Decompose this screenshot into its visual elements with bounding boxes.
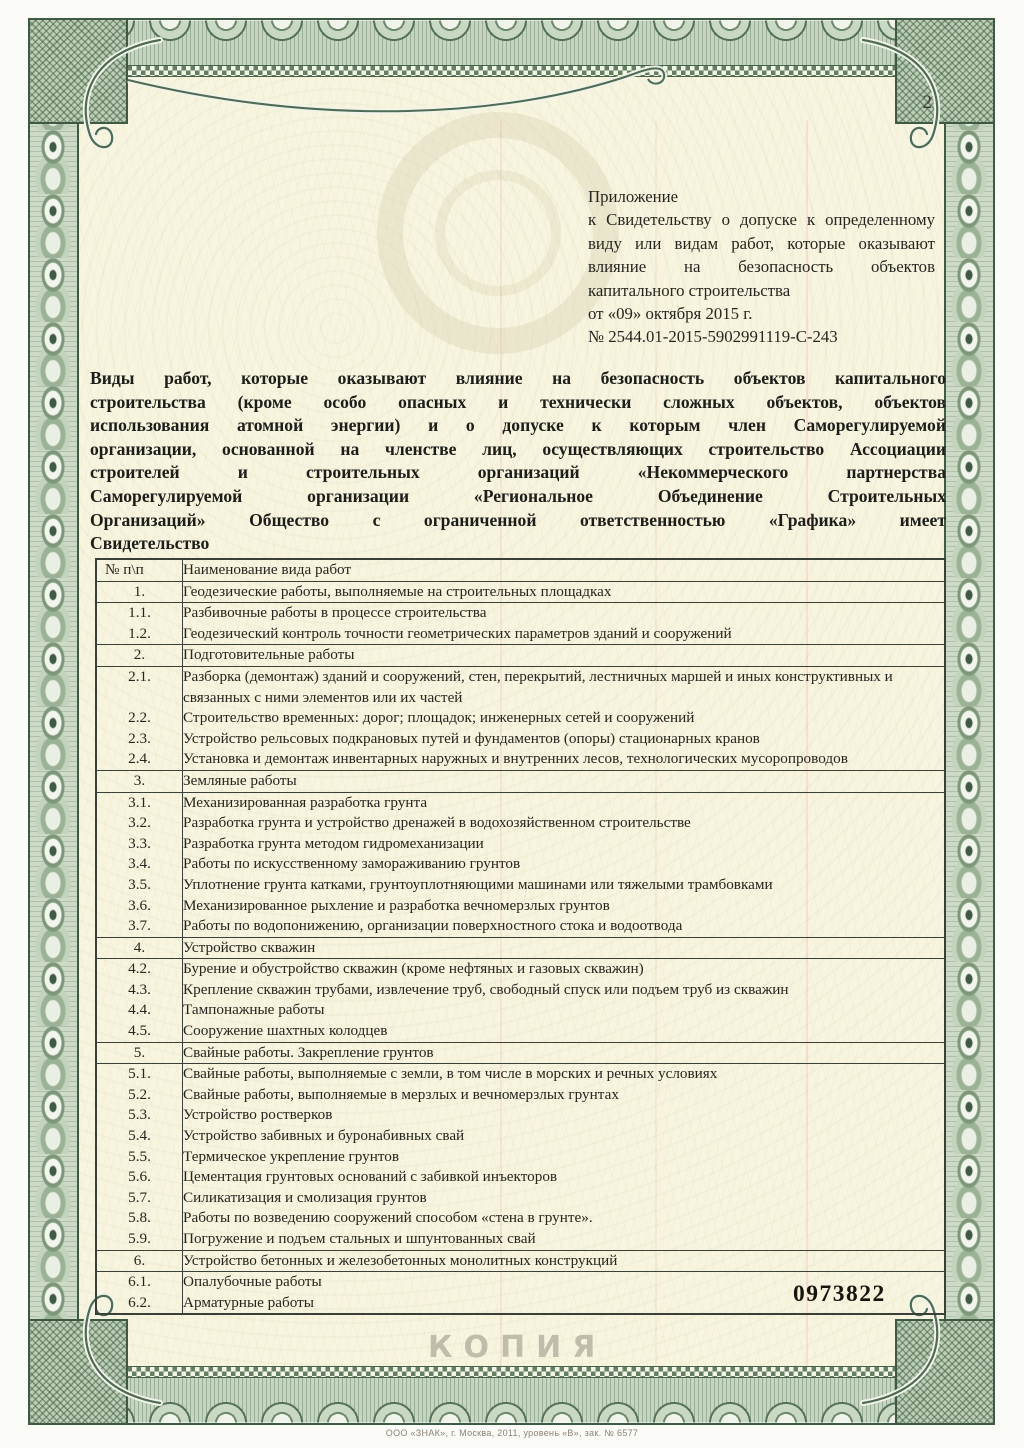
row-number: 2.4. [96, 749, 183, 770]
table-row [96, 1126, 945, 1147]
row-number: 5.2. [96, 1085, 183, 1106]
row-number: 2.3. [96, 729, 183, 750]
row-name: Строительство временных: дорог; площадок; инженерных сетей и сооружений [183, 709, 695, 727]
table-row [96, 749, 945, 770]
intro-line: Виды работ, которые оказывают влияние на безопасность объектов капитального [90, 368, 946, 388]
intro-paragraph [90, 367, 946, 556]
intro-line: Организаций» Общество с ограниченной ответственностью «Графика» имеет [90, 509, 946, 530]
border-column-right [944, 66, 995, 1377]
table-row [96, 916, 945, 937]
row-name: Цементация грунтовых оснований с забивкой инъекторов [183, 1168, 558, 1186]
row-name: Работы по водопонижению, организации поверхностного стока и водоотвода [183, 917, 683, 935]
table-row [96, 1064, 945, 1085]
works-table [95, 558, 946, 1315]
header-number-cell: № п\п [96, 559, 183, 581]
row-number: 2. [96, 645, 183, 667]
row-number: 4. [96, 937, 183, 959]
row-name: Механизированное рыхление и разработка вечномерзлых грунтов [183, 896, 610, 914]
corner-ornament-bottom-left [28, 1319, 128, 1425]
row-number: 1. [96, 581, 183, 603]
border-band-top [28, 18, 995, 72]
table-row [96, 1250, 945, 1272]
row-name: Термическое укрепление грунтов [183, 1147, 400, 1165]
table-row [96, 937, 945, 959]
row-number: 2.2. [96, 708, 183, 729]
row-name: Устройство ростверков [183, 1106, 333, 1124]
row-number: 3.5. [96, 875, 183, 896]
table-row [96, 792, 945, 813]
row-name: Разработка грунта методом гидромеханизации [183, 834, 484, 852]
row-number: 5.4. [96, 1126, 183, 1147]
corner-ornament-top-left [28, 18, 128, 124]
row-number: 4.5. [96, 1021, 183, 1042]
row-number: 3.4. [96, 854, 183, 875]
row-number: 5.7. [96, 1188, 183, 1209]
row-name: Тампонажные работы [183, 1001, 325, 1019]
intro-line: строителей и строительных организаций «Некоммерческого партнерства [90, 462, 946, 483]
corner-ornament-bottom-right [895, 1319, 995, 1425]
checker-strip-top [123, 65, 900, 77]
table-row [96, 1167, 945, 1188]
row-name: Свайные работы, выполняемые в мерзлых и вечномерзлых грунтах [183, 1085, 619, 1103]
row-name: Свайные работы, выполняемые с земли, в том числе в морских и речных условиях [183, 1065, 718, 1083]
row-name: Уплотнение грунта катками, грунтоуплотняющими машинами или тяжелыми трамбовками [183, 875, 773, 893]
table-row [96, 1105, 945, 1126]
annex-line: Приложение [588, 187, 679, 206]
row-name: Сооружение шахтных колодцев [183, 1022, 388, 1040]
annex-line: виду или видам работ, которые оказывают [588, 233, 935, 253]
annex-line: капитального строительства [588, 280, 791, 300]
row-number: 6.2. [96, 1293, 183, 1315]
table-row [96, 1085, 945, 1106]
row-name: Устройство бетонных и железобетонных монолитных конструкций [183, 1250, 946, 1272]
row-name: Арматурные работы [183, 1293, 314, 1311]
table-row [96, 959, 945, 980]
table-row [96, 896, 945, 917]
annex-line: к Свидетельству о допуске к определенному [588, 210, 935, 230]
row-number: 5.9. [96, 1229, 183, 1250]
row-name: Свайные работы. Закрепление грунтов [183, 1042, 946, 1064]
table-row [96, 1147, 945, 1168]
table-row [96, 1021, 945, 1042]
row-number: 3.6. [96, 896, 183, 917]
table-row [96, 581, 945, 603]
row-number: 5.6. [96, 1167, 183, 1188]
table-row [96, 729, 945, 750]
row-number: 5. [96, 1042, 183, 1064]
table-row [96, 854, 945, 875]
row-number: 3.7. [96, 916, 183, 937]
intro-line: организации, основанной на членстве лиц, осуществляющих строительство Ассоциации [90, 438, 946, 459]
table-row [96, 1229, 945, 1250]
corner-ornament-top-right [895, 18, 995, 124]
row-name: Устройство рельсовых подкрановых путей и фундаментов (опоры) стационарных кранов [183, 729, 760, 747]
row-number: 4.2. [96, 959, 183, 980]
checker-strip-bottom [123, 1366, 900, 1378]
row-number: 3.2. [96, 813, 183, 834]
row-number: 1.2. [96, 624, 183, 645]
row-name: Устройство забивных и буронабивных свай [183, 1127, 465, 1145]
printer-imprint: ООО «ЗНАК», г. Москва, 2011, уровень «В», зак. № 6577 [385, 1428, 639, 1438]
table-header-row [96, 559, 945, 581]
works-table-head [96, 559, 945, 581]
row-name: Разбивочные работы в процессе строительства [183, 604, 487, 622]
table-row [96, 875, 945, 896]
annex-header-block [588, 185, 935, 349]
row-number: 5.3. [96, 1105, 183, 1126]
serial-number: 0973822 [793, 1281, 886, 1307]
row-number: 3.3. [96, 834, 183, 855]
row-name: Разработка грунта и устройство дренажей в водохозяйственном строительстве [183, 814, 691, 832]
row-number: 6.1. [96, 1272, 183, 1293]
row-name: Геодезический контроль точности геометрических параметров зданий и сооружений [183, 624, 732, 642]
table-row [96, 813, 945, 834]
row-name: Подготовительные работы [183, 645, 946, 667]
row-name: Механизированная разработка грунта [183, 793, 428, 811]
row-number: 2.1. [96, 666, 183, 708]
row-name: Разборка (демонтаж) зданий и сооружений, стен, перекрытий, лестничных маршей и иных конструктивных и связанных с ними элементов или их частей [183, 667, 893, 706]
copy-watermark: КОПИЯ [428, 1330, 607, 1365]
intro-line: строительства (кроме особо опасных и технически сложных объектов, объектов [90, 391, 946, 412]
header-name-cell: Наименование вида работ [183, 559, 946, 581]
table-row [96, 1188, 945, 1209]
row-number: 4.3. [96, 980, 183, 1001]
row-name: Бурение и обустройство скважин (кроме нефтяных и газовых скважин) [183, 960, 644, 978]
annex-line: от «09» октября 2015 г. [588, 304, 753, 324]
works-table-body [96, 581, 945, 1314]
intro-line: Свидетельство [90, 533, 210, 554]
row-name: Земляные работы [183, 770, 946, 792]
row-number: 4.4. [96, 1000, 183, 1021]
row-name: Крепление скважин трубами, извлечение труб, свободный спуск или подъем труб из скважин [183, 980, 789, 998]
table-row [96, 603, 945, 624]
table-row [96, 645, 945, 667]
annex-line: влияние на безопасность объектов [588, 257, 935, 277]
table-row [96, 1208, 945, 1229]
table-row [96, 666, 945, 708]
table-row [96, 770, 945, 792]
page-number: 2 [922, 92, 932, 113]
table-row [96, 624, 945, 645]
annex-line: № 2544.01-2015-5902991119-С-243 [588, 327, 838, 347]
intro-line: использования атомной энергии) и о допуске к которым член Саморегулируемой [90, 415, 946, 436]
table-row [96, 834, 945, 855]
row-number: 5.8. [96, 1208, 183, 1229]
border-column-left [28, 66, 79, 1377]
row-name: Силикатизация и смолизация грунтов [183, 1188, 427, 1206]
row-name: Погружение и подъем стальных и шпунтованных свай [183, 1230, 536, 1247]
row-name: Опалубочные работы [183, 1273, 322, 1291]
row-name: Работы по возведению сооружений способом «стена в грунте». [183, 1209, 593, 1227]
border-band-bottom [28, 1371, 995, 1425]
table-row [96, 1000, 945, 1021]
row-name: Устройство скважин [183, 937, 946, 959]
row-name: Установка и демонтаж инвентарных наружных и внутренних лесов, технологических мусоропроводов [183, 750, 848, 768]
row-number: 5.1. [96, 1064, 183, 1085]
row-number: 3.1. [96, 792, 183, 813]
row-number: 5.5. [96, 1147, 183, 1168]
row-name: Геодезические работы, выполняемые на строительных площадках [183, 581, 946, 603]
table-row [96, 708, 945, 729]
row-name: Работы по искусственному замораживанию грунтов [183, 855, 521, 873]
row-number: 6. [96, 1250, 183, 1272]
table-row [96, 980, 945, 1001]
row-number: 3. [96, 770, 183, 792]
row-number: 1.1. [96, 603, 183, 624]
table-row [96, 1042, 945, 1064]
intro-line: Саморегулируемой организации «Региональное Объединение Строительных [90, 485, 946, 506]
